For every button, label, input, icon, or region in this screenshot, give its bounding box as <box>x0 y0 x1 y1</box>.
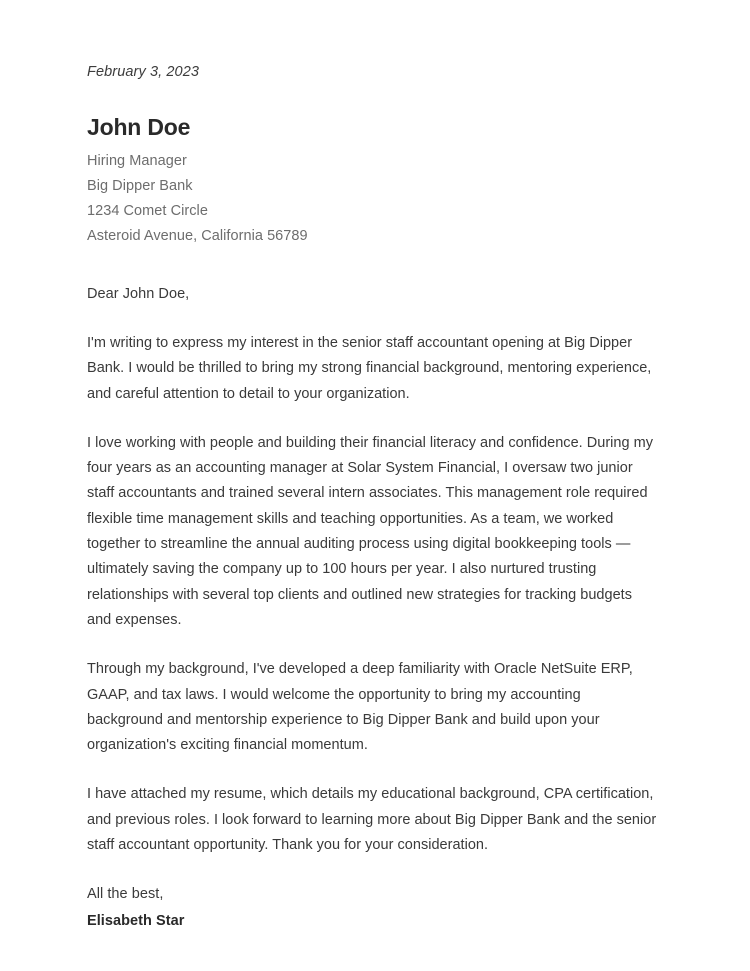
letter-date: February 3, 2023 <box>87 64 200 80</box>
recipient-city-state-zip: Asteroid Avenue, California 56789 <box>87 228 308 244</box>
cover-letter-body <box>87 62 660 934</box>
sender-signature-name: Elisabeth Star <box>87 913 185 930</box>
letter-closing-block <box>87 882 660 934</box>
body-paragraph-3: Through my background, I've developed a deep familiarity with Oracle NetSuite ERP, GAAP, and tax laws. I would welcome the opportunity to bring my accounting background and mentorship experience to Big Dipper Bank and build upon your organization's exciting financial momentum. <box>87 661 633 754</box>
recipient-address-block <box>87 112 660 249</box>
body-paragraph-4: I have attached my resume, which details my educational background, CPA certification, and previous roles. I look forward to learning more about Big Dipper Bank and the senior staff accountant opportunity. Thank you for your consideration. <box>87 786 657 854</box>
recipient-street: 1234 Comet Circle <box>87 203 208 219</box>
recipient-company: Big Dipper Bank <box>87 178 193 194</box>
closing-salutation: All the best, <box>87 886 164 903</box>
body-paragraph-1: I'm writing to express my interest in the senior staff accountant opening at Big Dipper Bank. I would be thrilled to bring my strong financial background, mentoring experience, and careful attention to detail to your organization. <box>87 335 652 402</box>
recipient-title: Hiring Manager <box>87 153 187 169</box>
recipient-name: John Doe <box>87 114 191 140</box>
letter-salutation: Dear John Doe, <box>87 286 190 302</box>
body-paragraph-2: I love working with people and building their financial literacy and confidence. During my four years as an accounting manager at Solar System Financial, I oversaw two junior staff accountants and trained several intern associates. This management role required flexible time management skills and teaching opportunities. As a team, we worked together to streamline the annual auditing process using digital bookkeeping tools — ultimately saving the company up to 100 hours per year. I also nurtured trusting relationships with several top clients and outlined new strategies for tracking budgets and expenses. <box>87 434 654 628</box>
